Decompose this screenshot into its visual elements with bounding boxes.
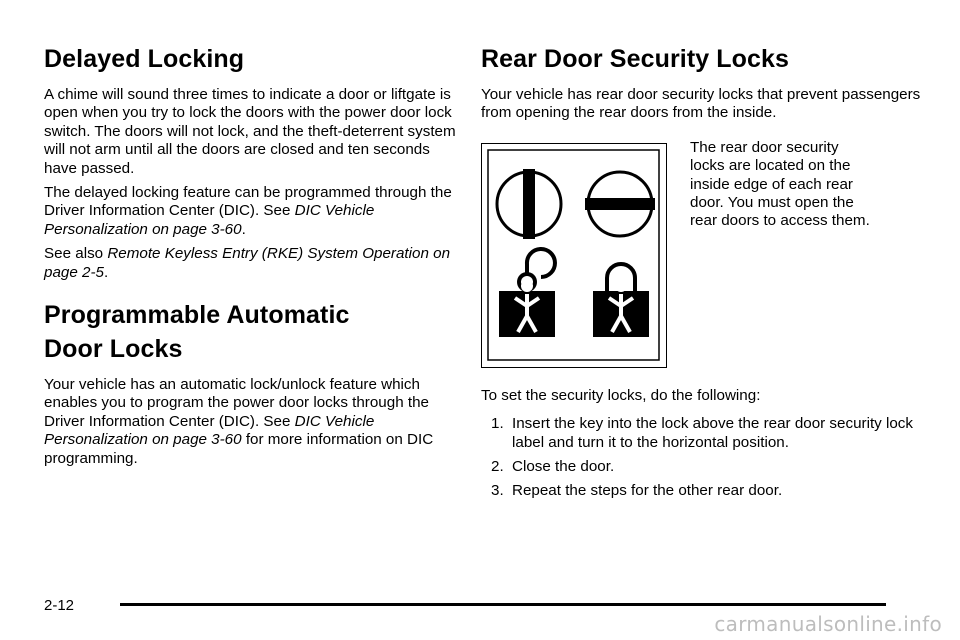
steps-list [481,415,921,501]
programmable-locks-heading [44,298,456,366]
footer-divider [120,603,886,606]
text-span: The delayed locking feature can be programmed through the Driver Information Center (DIC). See [44,184,452,220]
step-item [491,482,921,500]
vertical-slot-icon [497,169,561,239]
delayed-locking-paragraph-2 [44,184,456,239]
child-lock-unlocked-icon [499,249,555,337]
text-span: for more information on DIC programming. [44,431,434,467]
figure-block [481,138,921,375]
step-text: Close the door. [512,458,615,476]
child-lock-locked-icon [593,264,649,337]
left-column [44,42,456,474]
text-span: Your vehicle has an automatic lock/unlock feature which enables you to program the power door locks through the Driver Information Center (DIC). See [44,376,429,430]
step-text: Insert the key into the lock above the rear door security lock label and turn it to the horizontal position. [512,415,913,451]
step-number: 2. [491,458,504,476]
steps-intro: To set the security locks, do the following: [481,386,761,404]
security-lock-label-figure [481,143,667,368]
step-number: 3. [491,482,504,500]
heading-line-2: Door Locks [44,335,183,364]
watermark: carmanualsonline.info [714,612,942,636]
text-span: . [103,263,109,281]
delayed-locking-heading: Delayed Locking [44,45,245,73]
programmable-locks-paragraph [44,376,456,468]
right-column [481,42,921,507]
dic-personalization-link[interactable]: DIC Vehicle Personalization on page 3-60 [44,202,375,238]
step-number: 1. [491,415,504,433]
figure-caption: The rear door security locks are located on the inside edge of each rear door. You must open the rear doors to access them. [690,138,870,230]
text-span: . [241,220,246,238]
horizontal-slot-icon [585,172,655,236]
delayed-locking-paragraph-1: A chime will sound three times to indicate a door or liftgate is open when you try to lock the doors with the power door lock switch. The doors will not lock, and the theft-deterrent system will not arm until all the doors are closed and ten seconds have passed. [44,86,456,177]
step-item [491,458,921,476]
text-span: See also [44,245,108,263]
rear-door-locks-paragraph: Your vehicle has rear door security locks that prevent passengers from opening the rear doors from the inside. [481,86,921,122]
page-number: 2-12 [44,597,75,614]
step-item [491,415,921,452]
step-text: Repeat the steps for the other rear door. [512,482,783,500]
delayed-locking-paragraph-3 [44,245,456,282]
dic-personalization-link-2[interactable]: DIC Vehicle Personalization on page 3-60 [44,412,375,449]
rke-system-link[interactable]: Remote Keyless Entry (RKE) System Operation on page 2-5 [44,245,451,281]
security-lock-illustration [482,144,665,366]
rear-door-locks-heading: Rear Door Security Locks [481,45,790,73]
heading-line-1: Programmable Automatic [44,301,350,330]
